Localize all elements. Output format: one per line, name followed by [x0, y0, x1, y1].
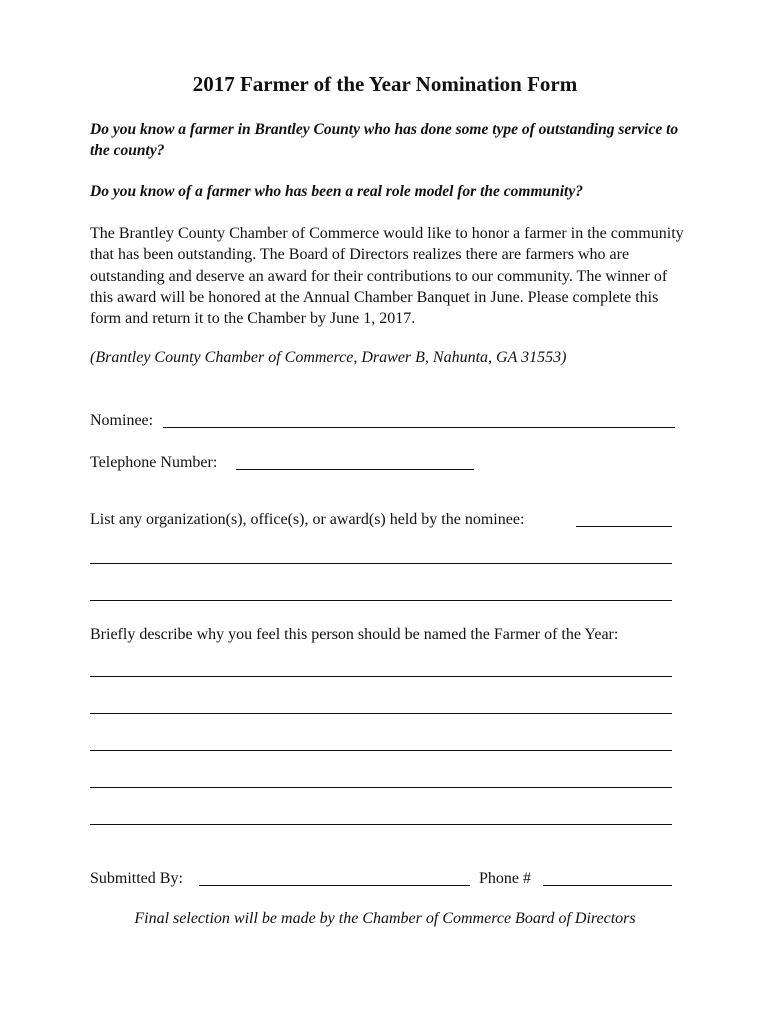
describe-line-1[interactable] — [90, 676, 672, 677]
telephone-field[interactable] — [236, 469, 474, 470]
phone-label: Phone # — [479, 870, 531, 887]
nominee-label: Nominee: — [90, 412, 154, 429]
form-title: 2017 Farmer of the Year Nomination Form — [192, 72, 578, 96]
organizations-field[interactable] — [576, 526, 672, 527]
phone-field[interactable] — [543, 885, 672, 886]
telephone-label: Telephone Number: — [90, 454, 218, 471]
final-selection-note: Final selection will be made by the Chamber of Commerce Board of Directors — [134, 910, 636, 927]
organizations-label: List any organization(s), office(s), or award(s) held by the nominee: — [90, 511, 525, 528]
submitted-by-field[interactable] — [199, 885, 470, 886]
describe-line-2[interactable] — [90, 713, 672, 714]
intro-question-2: Do you know of a farmer who has been a real role model for the community? — [90, 183, 583, 200]
describe-line-5[interactable] — [90, 824, 672, 825]
chamber-address: (Brantley County Chamber of Commerce, Drawer B, Nahunta, GA 31553) — [90, 349, 567, 366]
submitted-by-label: Submitted By: — [90, 870, 183, 887]
intro-paragraph: The Brantley County Chamber of Commerce would like to honor a farmer in the community that has been outstanding. The Board of Directors realizes there are farmers who are outstanding and deserve an award for their contributions to our community. The winner of this award will be honored at the Annual Chamber Banquet in June. Please complete this form and return it to the Chamber by June 1, 2017. — [90, 225, 684, 328]
intro-question-1: Do you know a farmer in Brantley County who has done some type of outstanding service to the county? — [90, 121, 679, 159]
describe-label: Briefly describe why you feel this person should be named the Farmer of the Year: — [90, 626, 619, 643]
organizations-line-2[interactable] — [90, 600, 672, 601]
describe-line-4[interactable] — [90, 787, 672, 788]
organizations-line-1[interactable] — [90, 563, 672, 564]
nominee-field[interactable] — [163, 427, 675, 428]
describe-line-3[interactable] — [90, 750, 672, 751]
